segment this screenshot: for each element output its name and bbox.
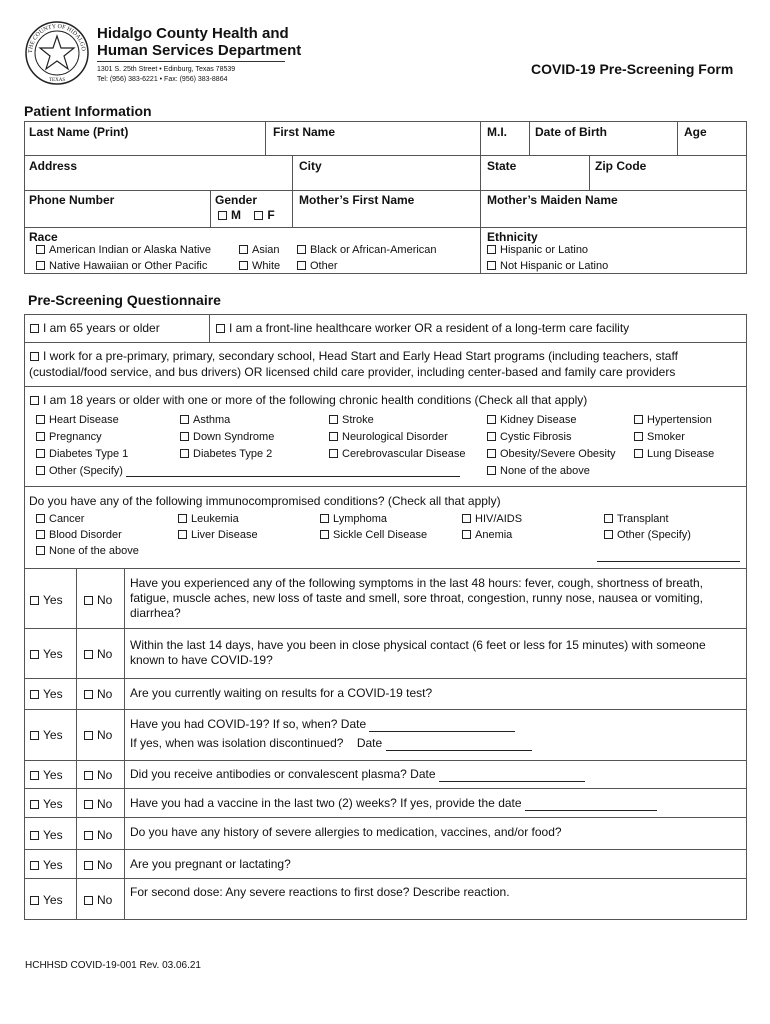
checkbox-icon[interactable] (329, 432, 338, 441)
checkbox-icon[interactable] (462, 514, 471, 523)
checkbox-icon[interactable] (30, 690, 39, 699)
checkbox-icon[interactable] (84, 896, 93, 905)
chronic-option[interactable]: Lung Disease (634, 448, 714, 460)
org-address: 1301 S. 25th Street • Edinburg, Texas 78539 (97, 66, 236, 73)
first-name-field[interactable]: First Name (273, 125, 336, 139)
chronic-option[interactable]: Cerebrovascular Disease (329, 448, 466, 460)
checkbox-icon[interactable] (329, 449, 338, 458)
q5-text: Did you receive antibodies or convalescent plasma? Date (130, 767, 585, 782)
q1-no[interactable]: No (84, 593, 112, 607)
q9-no[interactable]: No (84, 893, 112, 907)
immuno-other-blank[interactable] (597, 561, 740, 562)
q5-yes[interactable]: Yes (30, 768, 63, 782)
q6-date-blank[interactable] (525, 801, 657, 811)
questionnaire-section-title: Pre-Screening Questionnaire (28, 292, 221, 308)
ethnicity-option[interactable]: Not Hispanic or Latino (487, 260, 608, 272)
gender-m-checkbox[interactable] (218, 211, 227, 220)
immuno-option[interactable]: Other (Specify) (604, 529, 691, 541)
svg-text:TEXAS: TEXAS (49, 78, 66, 83)
q6-yes[interactable]: Yes (30, 797, 63, 811)
phone-field[interactable]: Phone Number (29, 193, 115, 207)
chronic-option[interactable]: Asthma (180, 414, 230, 426)
q3-yes[interactable]: Yes (30, 687, 63, 701)
q8-text: Are you pregnant or lactating? (130, 857, 291, 871)
chronic-option[interactable]: Heart Disease (36, 414, 119, 426)
q4-yes[interactable]: Yes (30, 728, 63, 742)
checkbox-icon[interactable] (297, 261, 306, 270)
chronic-other-blank[interactable] (126, 467, 460, 477)
checkbox-icon[interactable] (84, 831, 93, 840)
immuno-option[interactable]: Cancer (36, 513, 84, 525)
chronic-option[interactable]: Smoker (634, 431, 685, 443)
checkbox-icon[interactable] (36, 530, 45, 539)
age65-option[interactable]: I am 65 years or older (30, 321, 160, 336)
checkbox-icon[interactable] (36, 546, 45, 555)
q1-text: Have you experienced any of the following symptoms in the last 48 hours: fever, cough, shortness of breath, fatigue, muscle aches, new loss of taste and smell, sore throat, congestion, runny nose, nausea or vomiting, diarrhea? (130, 576, 703, 620)
mother-maiden-name-field[interactable]: Mother’s Maiden Name (487, 193, 618, 207)
race-label: Race (29, 230, 58, 244)
checkbox-icon[interactable] (30, 731, 39, 740)
immuno-option[interactable]: None of the above (36, 545, 139, 557)
frontline-option[interactable]: I am a front-line healthcare worker OR a resident of a long-term care facility (216, 321, 629, 336)
school-worker-option-cont: (custodial/food service, and bus drivers) OR licensed child care provider, including center-based and family care providers (29, 365, 676, 379)
ethnicity-option[interactable]: Hispanic or Latino (487, 244, 588, 256)
mother-first-name-field[interactable]: Mother’s First Name (299, 193, 415, 207)
q4-no[interactable]: No (84, 728, 112, 742)
checkbox-icon[interactable] (36, 466, 45, 475)
zip-field[interactable]: Zip Code (595, 159, 647, 173)
checkbox-icon[interactable] (30, 771, 39, 780)
q6-no[interactable]: No (84, 797, 112, 811)
q4-isolation-date-blank[interactable] (386, 741, 532, 751)
chronic-option[interactable]: Diabetes Type 1 (36, 448, 128, 460)
mi-field[interactable]: M.I. (487, 125, 507, 139)
checkbox-icon[interactable] (36, 449, 45, 458)
chronic-other-option[interactable]: Other (Specify) (36, 465, 460, 477)
q7-no[interactable]: No (84, 828, 112, 842)
checkbox-icon[interactable] (634, 449, 643, 458)
immuno-option[interactable]: Liver Disease (178, 529, 258, 541)
checkbox-icon[interactable] (329, 415, 338, 424)
checkbox-icon[interactable] (487, 432, 496, 441)
q6-text: Have you had a vaccine in the last two (2) weeks? If yes, provide the date (130, 796, 657, 811)
chronic-conditions-title[interactable]: I am 18 years or older with one or more of the following chronic health conditions (Check all that apply) (30, 393, 587, 408)
checkbox-icon[interactable] (36, 261, 45, 270)
chronic-option[interactable]: Down Syndrome (180, 431, 274, 443)
city-field[interactable]: City (299, 159, 322, 173)
checkbox-icon[interactable] (30, 352, 39, 361)
gender-options[interactable]: M F (218, 208, 275, 222)
chronic-option[interactable]: Hypertension (634, 414, 712, 426)
checkbox-icon[interactable] (84, 596, 93, 605)
checkbox-icon[interactable] (30, 650, 39, 659)
q5-date-blank[interactable] (439, 772, 585, 782)
chronic-option[interactable]: None of the above (487, 465, 590, 477)
state-field[interactable]: State (487, 159, 517, 173)
race-option[interactable]: Asian (239, 244, 280, 256)
checkbox-icon[interactable] (178, 514, 187, 523)
checkbox-icon[interactable] (487, 449, 496, 458)
checkbox-icon[interactable] (30, 324, 39, 333)
immuno-option[interactable]: Transplant (604, 513, 669, 525)
race-option[interactable]: White (239, 260, 280, 272)
checkbox-icon[interactable] (84, 650, 93, 659)
ethnicity-label: Ethnicity (487, 230, 538, 244)
q4-text: Have you had COVID-19? If so, when? Date (130, 717, 515, 732)
checkbox-icon[interactable] (487, 245, 496, 254)
chronic-option[interactable]: Neurological Disorder (329, 431, 448, 443)
checkbox-icon[interactable] (84, 771, 93, 780)
q9-text: For second dose: Any severe reactions to first dose? Describe reaction. (130, 885, 510, 899)
checkbox-icon[interactable] (84, 731, 93, 740)
checkbox-icon[interactable] (487, 261, 496, 270)
checkbox-icon[interactable] (634, 415, 643, 424)
q7-text: Do you have any history of severe allergies to medication, vaccines, and/or food? (130, 825, 562, 839)
checkbox-icon[interactable] (84, 800, 93, 809)
address-field[interactable]: Address (29, 159, 78, 173)
dob-field[interactable]: Date of Birth (535, 125, 607, 139)
checkbox-icon[interactable] (178, 530, 187, 539)
form-revision-code: HCHHSD COVID-19-001 Rev. 03.06.21 (25, 960, 201, 971)
q3-text: Are you currently waiting on results for a COVID-19 test? (130, 686, 433, 700)
q4-text-line2: If yes, when was isolation discontinued? Date (130, 736, 532, 751)
q8-no[interactable]: No (84, 858, 112, 872)
checkbox-icon[interactable] (84, 690, 93, 699)
checkbox-icon[interactable] (36, 245, 45, 254)
q2-text: Within the last 14 days, have you been in close physical contact (6 feet or less for 15 minutes) with someone known to have COVID-19? (130, 638, 706, 667)
checkbox-icon[interactable] (634, 432, 643, 441)
checkbox-icon[interactable] (36, 432, 45, 441)
checkbox-icon[interactable] (30, 596, 39, 605)
checkbox-icon[interactable] (239, 245, 248, 254)
org-name-line1: Hidalgo County Health and (97, 25, 289, 42)
checkbox-icon[interactable] (604, 530, 613, 539)
immuno-option[interactable]: Leukemia (178, 513, 239, 525)
checkbox-icon[interactable] (30, 800, 39, 809)
q4-date-blank[interactable] (369, 722, 515, 732)
checkbox-icon[interactable] (239, 261, 248, 270)
q2-yes[interactable]: Yes (30, 647, 63, 661)
checkbox-icon[interactable] (320, 514, 329, 523)
checkbox-icon[interactable] (216, 324, 225, 333)
q8-yes[interactable]: Yes (30, 858, 63, 872)
checkbox-icon[interactable] (487, 466, 496, 475)
chronic-option[interactable]: Stroke (329, 414, 374, 426)
q3-no[interactable]: No (84, 687, 112, 701)
race-option[interactable]: Other (297, 260, 338, 272)
checkbox-icon[interactable] (30, 896, 39, 905)
immuno-option[interactable]: HIV/AIDS (462, 513, 522, 525)
chronic-option[interactable]: Cystic Fibrosis (487, 431, 572, 443)
checkbox-icon[interactable] (84, 861, 93, 870)
org-phone: Tel: (956) 383-6221 • Fax: (956) 383-8864 (97, 76, 228, 83)
chronic-option[interactable]: Kidney Disease (487, 414, 576, 426)
chronic-option[interactable]: Diabetes Type 2 (180, 448, 272, 460)
gender-f-checkbox[interactable] (254, 211, 263, 220)
checkbox-icon[interactable] (30, 861, 39, 870)
checkbox-icon[interactable] (30, 396, 39, 405)
checkbox-icon[interactable] (180, 415, 189, 424)
checkbox-icon[interactable] (30, 831, 39, 840)
immuno-option[interactable]: Anemia (462, 529, 512, 541)
checkbox-icon[interactable] (297, 245, 306, 254)
race-option[interactable]: American Indian or Alaska Native (36, 244, 211, 256)
checkbox-icon[interactable] (180, 432, 189, 441)
q1-yes[interactable]: Yes (30, 593, 63, 607)
school-worker-option[interactable]: I work for a pre-primary, primary, secondary school, Head Start and Early Head Start programs (including teachers, staff (30, 349, 678, 364)
county-seal-logo (24, 20, 90, 86)
gender-label: Gender (215, 193, 258, 207)
checkbox-icon[interactable] (36, 415, 45, 424)
patient-section-title: Patient Information (24, 103, 152, 119)
q7-yes[interactable]: Yes (30, 828, 63, 842)
checkbox-icon[interactable] (180, 449, 189, 458)
svg-text:THE COUNTY OF HIDALGO: THE COUNTY OF HIDALGO (27, 23, 86, 54)
q2-no[interactable]: No (84, 647, 112, 661)
q5-no[interactable]: No (84, 768, 112, 782)
checkbox-icon[interactable] (604, 514, 613, 523)
immuno-title: Do you have any of the following immunocompromised conditions? (Check all that apply) (29, 494, 501, 508)
checkbox-icon[interactable] (462, 530, 471, 539)
checkbox-icon[interactable] (487, 415, 496, 424)
last-name-field[interactable]: Last Name (Print) (29, 125, 129, 139)
checkbox-icon[interactable] (320, 530, 329, 539)
chronic-option[interactable]: Obesity/Severe Obesity (487, 448, 616, 460)
race-option[interactable]: Black or African-American (297, 244, 437, 256)
immuno-option[interactable]: Blood Disorder (36, 529, 122, 541)
org-name-line2: Human Services Department (97, 42, 302, 59)
immuno-option[interactable]: Sickle Cell Disease (320, 529, 427, 541)
age-field[interactable]: Age (684, 125, 707, 139)
checkbox-icon[interactable] (36, 514, 45, 523)
immuno-option[interactable]: Lymphoma (320, 513, 387, 525)
header-rule (97, 61, 285, 62)
q9-yes[interactable]: Yes (30, 893, 63, 907)
chronic-option[interactable]: Pregnancy (36, 431, 102, 443)
form-title: COVID-19 Pre-Screening Form (531, 61, 734, 77)
race-option[interactable]: Native Hawaiian or Other Pacific (36, 260, 207, 272)
